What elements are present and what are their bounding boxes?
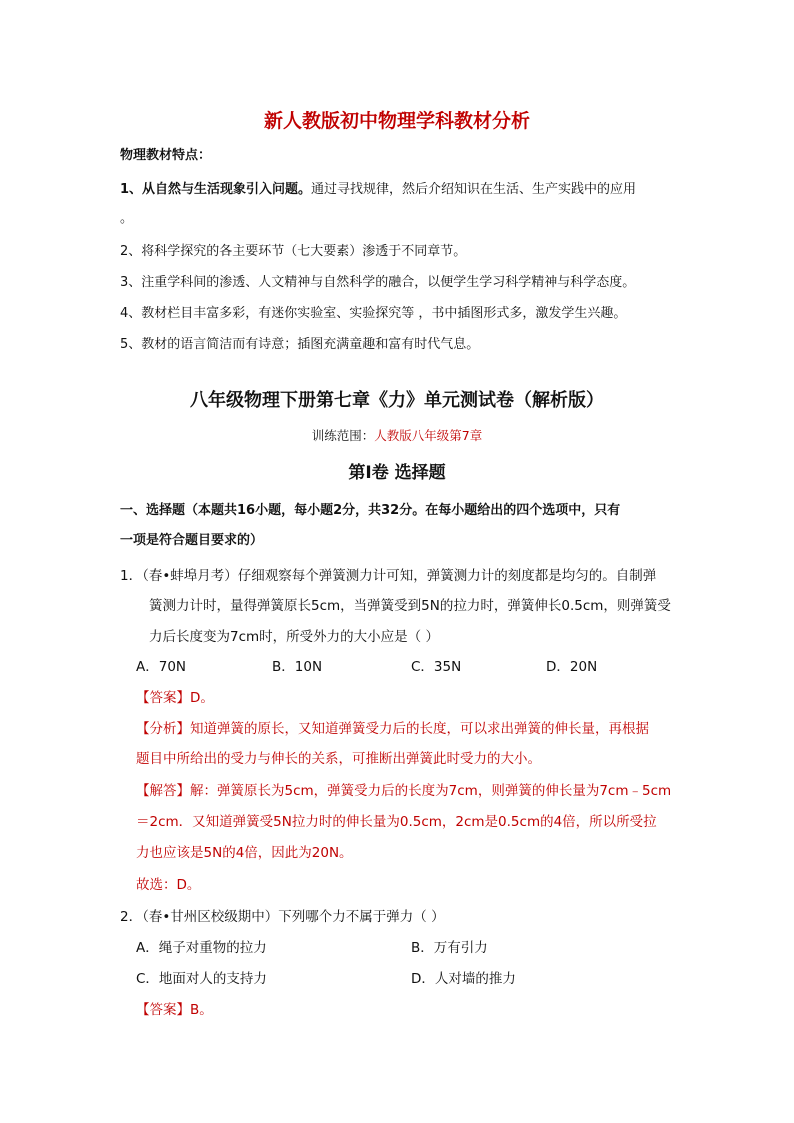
section-instructions-line-1: 一、选择题（本题共16小题，每小题2分，共32分。在每小题给出的四个选项中，只有 [120, 503, 621, 518]
feature-item-1-bold: 1、从自然与生活现象引入问题。 [120, 182, 312, 197]
question-1-option-d: D．20N [546, 659, 598, 675]
volume-heading: 第Ⅰ卷 选择题 [348, 463, 446, 483]
section-instructions-line-2: 一项是符合题目要求的） [120, 533, 264, 548]
question-1-solution-line-3: 力也应该是5N的4倍，因此为20N。 [136, 845, 353, 861]
feature-item-1-rest: 通过寻找规律，然后介绍知识在生活、生产实践中的应用 [311, 182, 637, 197]
feature-item-1-continuation: 。 [120, 211, 134, 226]
question-1-solution-line-1: 【解答】解：弹簧原长为5cm，弹簧受力后的长度为7cm，则弹簧的伸长量为7cm﹣5cm [136, 783, 672, 799]
features-heading: 物理教材特点： [120, 148, 212, 163]
feature-item-5: 5、教材的语言简洁而有诗意；插图充满童趣和富有时代气息。 [120, 337, 480, 352]
question-2-answer: 【答案】B。 [136, 1002, 213, 1018]
question-1-option-b: B．10N [272, 659, 323, 675]
question-1-analysis-line-1: 【分析】知道弹簧的原长，又知道弹簧受力后的长度，可以求出弹簧的伸长量，再根据 [136, 721, 649, 737]
document-title: 新人教版初中物理学科教材分析 [263, 110, 530, 132]
question-1-line-2: 簧测力计时，量得弹簧原长5cm，当弹簧受到5N的拉力时，弹簧伸长0.5cm，则弹簧受 [149, 598, 671, 614]
question-2-option-a: A．绳子对重物的拉力 [136, 940, 267, 956]
question-2-option-c: C．地面对人的支持力 [136, 971, 267, 987]
question-1-analysis-line-2: 题目中所给出的受力与伸长的关系，可推断出弹簧此时受力的大小。 [136, 751, 541, 767]
test-title: 八年级物理下册第七章《力》单元测试卷（解析版） [190, 390, 604, 411]
feature-item-3: 3、注重学科间的渗透、人文精神与自然科学的融合，以便学生学习科学精神与科学态度。 [120, 275, 636, 290]
question-1-line-3: 力后长度变为7cm时，所受外力的大小应是（ ） [149, 629, 439, 645]
question-2-option-b: B．万有引力 [411, 940, 488, 956]
training-range-label: 训练范围： [311, 428, 375, 443]
question-1-option-c: C．35N [411, 659, 462, 675]
question-1-option-a: A．70N [136, 659, 187, 675]
question-1-choice: 故选：D。 [136, 877, 201, 893]
training-range [0, 426, 794, 444]
question-2-option-d: D．人对墙的推力 [411, 971, 516, 987]
feature-item-4: 4、教材栏目丰富多彩，有迷你实验室、实验探究等 ，书中插图形式多，激发学生兴趣。 [120, 306, 627, 321]
feature-item-1 [120, 178, 636, 197]
question-2-line-1: 2．（春•甘州区校级期中）下列哪个力不属于弹力（ ） [120, 909, 445, 925]
question-1-answer: 【答案】D。 [136, 690, 214, 706]
feature-item-2: 2、将科学探究的各主要环节（七大要素）渗透于不同章节。 [120, 244, 467, 259]
question-1-solution-line-2: ＝2cm．又知道弹簧受5N拉力时的伸长量为0.5cm，2cm是0.5cm的4倍，所以所受拉 [136, 814, 657, 830]
training-range-value: 人教版八年级第7章 [374, 428, 483, 443]
question-1-line-1: 1．（春•蚌埠月考）仔细观察每个弹簧测力计可知，弹簧测力计的刻度都是均匀的。自制弹 [120, 568, 657, 584]
